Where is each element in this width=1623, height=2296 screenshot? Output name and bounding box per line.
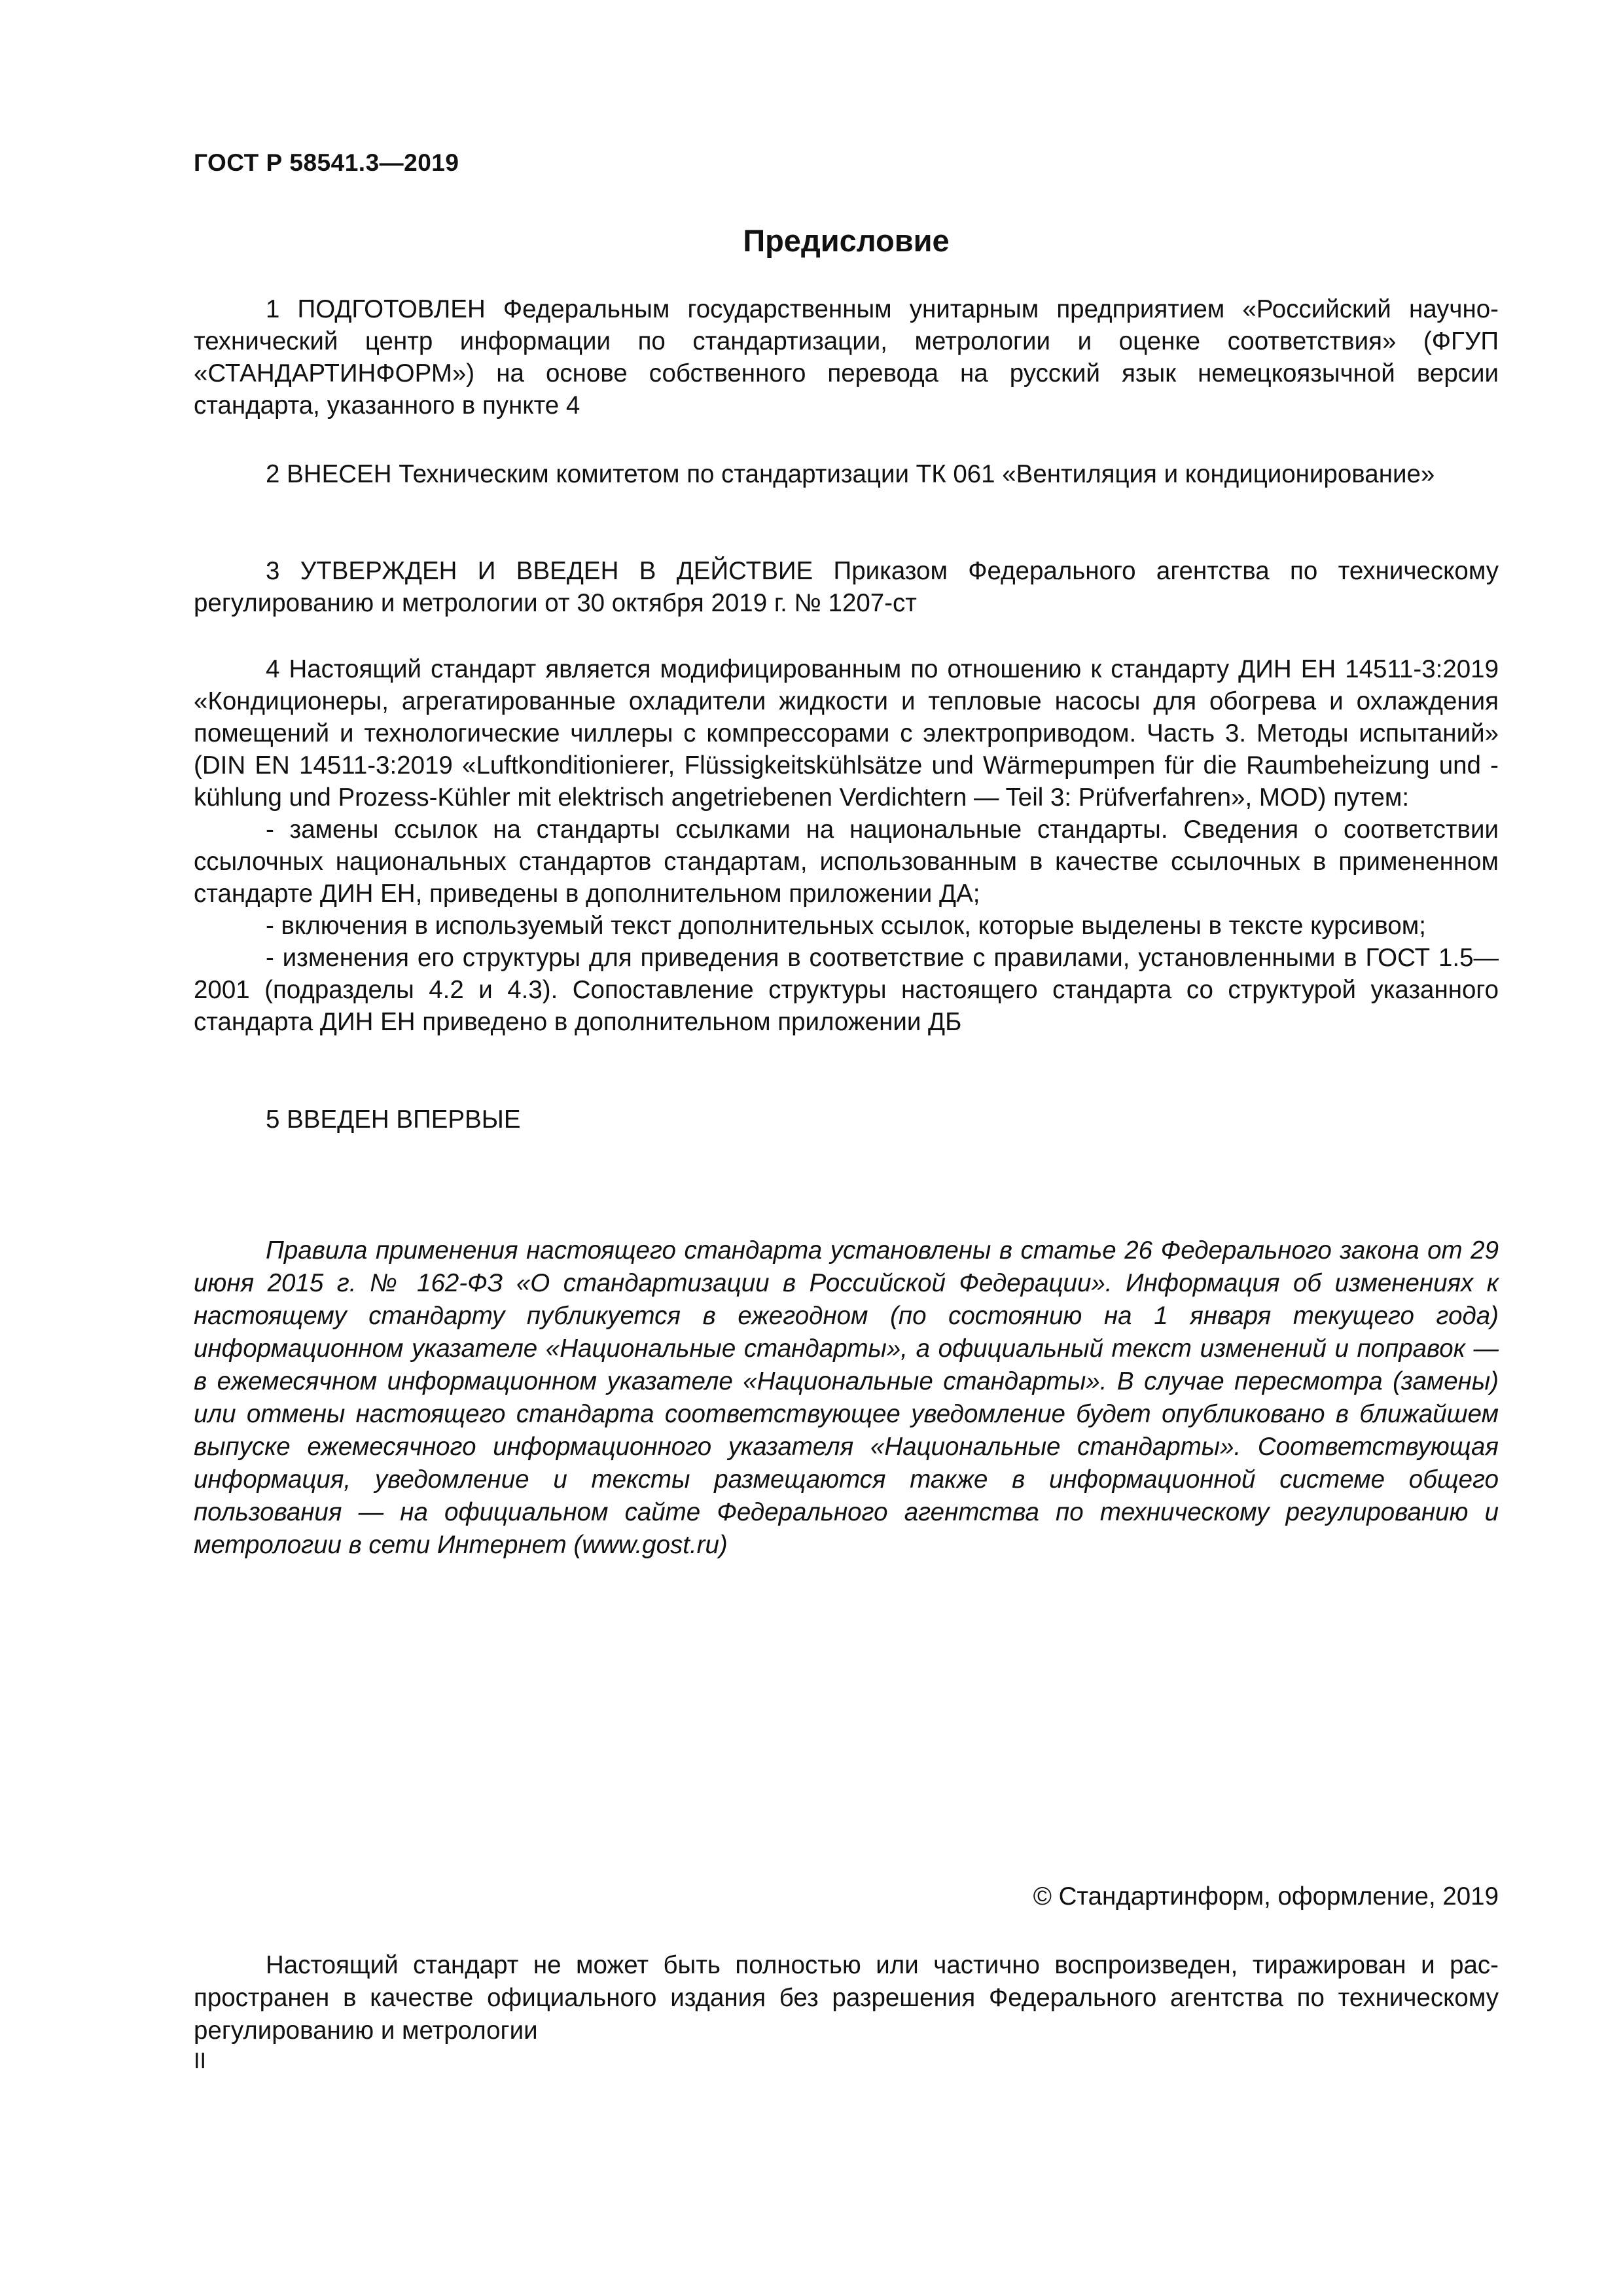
- paragraph-prepared-by: [194, 293, 1499, 422]
- paragraph-modification: [194, 653, 1499, 1038]
- list-item: - замены ссылок на стандарты ссылками на национальные стандарты. Сведения о соответствии ссылочных национальных стандартов стандартам, использованным в качестве ссылочных в примененном стандарте ДИН ЕН, приведены в дополнительном приложении ДА;: [194, 816, 1499, 908]
- reproduction-notice: Настоящий стандарт не может быть полностью или частично воспроизведен, тиражирован и распространен в качестве официального издания без разрешения Федерального агентства по техническому регулированию и метрологии: [194, 1951, 1499, 2045]
- paragraph-introduced-by: [194, 458, 1499, 490]
- paragraph-text: 1 ПОДГОТОВЛЕН Федеральным государственным унитарным предприятием «Российский научно-технический центр информации по стандартизации, метрологии и оценке соответствия» (ФГУП «СТАНДАРТИНФОРМ») на основе собственного перевода на русский язык немецкоязычной версии стандарта, указанного в пункте 4: [194, 295, 1499, 420]
- paragraph-approved: [194, 555, 1499, 619]
- list-item: - включения в используемый текст дополнительных ссылок, которые выделены в тексте курсивом;: [266, 912, 1426, 940]
- paragraph-text: 2 ВНЕСЕН Техническим комитетом по стандартизации ТК 061 «Вентиляция и кондиционирование»: [266, 460, 1435, 488]
- page-title: Предисловие: [743, 223, 950, 258]
- usage-rules-notice: Правила применения настоящего стандарта установлены в статье 26 Федерального закона от 29 июня 2015 г. № 162-ФЗ «О стандартизации в Российской Федерации». Информация об изменениях к настоящему стандарту публикуется в ежегодном (по состоянию на 1 января текущего года) информационном указателе «Национальные стандарты», а официальный текст изменений и поправок — в ежемесячном информационном указателе «Национальные стандарты». В случае пересмотра (замены) или отмены настоящего стандарта соответствующее уведомление будет опубликовано в ближайшем выпуске ежемесячного информационного указателя «Национальные стандарты». Соответствующая информация, уведомление и тексты размещаются также в информационной системе общего пользования — на официальном сайте Федерального агентства по техническому регулированию и метрологии в сети Интернет (www.gost.ru): [194, 1236, 1499, 1559]
- paragraph-first-introduced: [194, 1103, 1499, 1136]
- paragraph-text: 3 УТВЕРЖДЕН И ВВЕДЕН В ДЕЙСТВИЕ Приказом Федерального агентства по техническому регулированию и метрологии от 30 октября 2019 г. № 1207-ст: [194, 557, 1499, 617]
- copyright-line: © Стандартинформ, оформление, 2019: [1033, 1882, 1499, 1910]
- standard-code: ГОСТ Р 58541.3—2019: [194, 149, 459, 176]
- paragraph-text: 5 ВВЕДЕН ВПЕРВЫЕ: [266, 1105, 521, 1134]
- paragraph-text: 4 Настоящий стандарт является модифицированным по отношению к стандарту ДИН ЕН 14511-3:2019 «Кондиционеры, агрегатированные охладители жидкости и тепловые насосы для обогрева и охлаждения помещений и технологические чиллеры с компрессорами с электроприводом. Часть 3. Методы испытаний» (DIN EN 14511-3:2019 «Luftkonditionierer, Flüssigkeitskühlsätze und Wärmepumpen für die Raumbeheizung und -kühlung und Prozess-Kühler mit elektrisch angetriebenen Verdichtern — Teil 3: Prüfverfahren», MOD) путем:: [194, 655, 1499, 812]
- page-number: II: [194, 2049, 206, 2073]
- list-item: - изменения его структуры для приведения в соответствие с правилами, установленными в ГОСТ 1.5—2001 (подразделы 4.2 и 4.3). Сопоставление структуры настоящего стандарта со структурой указанного стандарта ДИН ЕН приведено в дополнительном приложении ДБ: [194, 944, 1499, 1036]
